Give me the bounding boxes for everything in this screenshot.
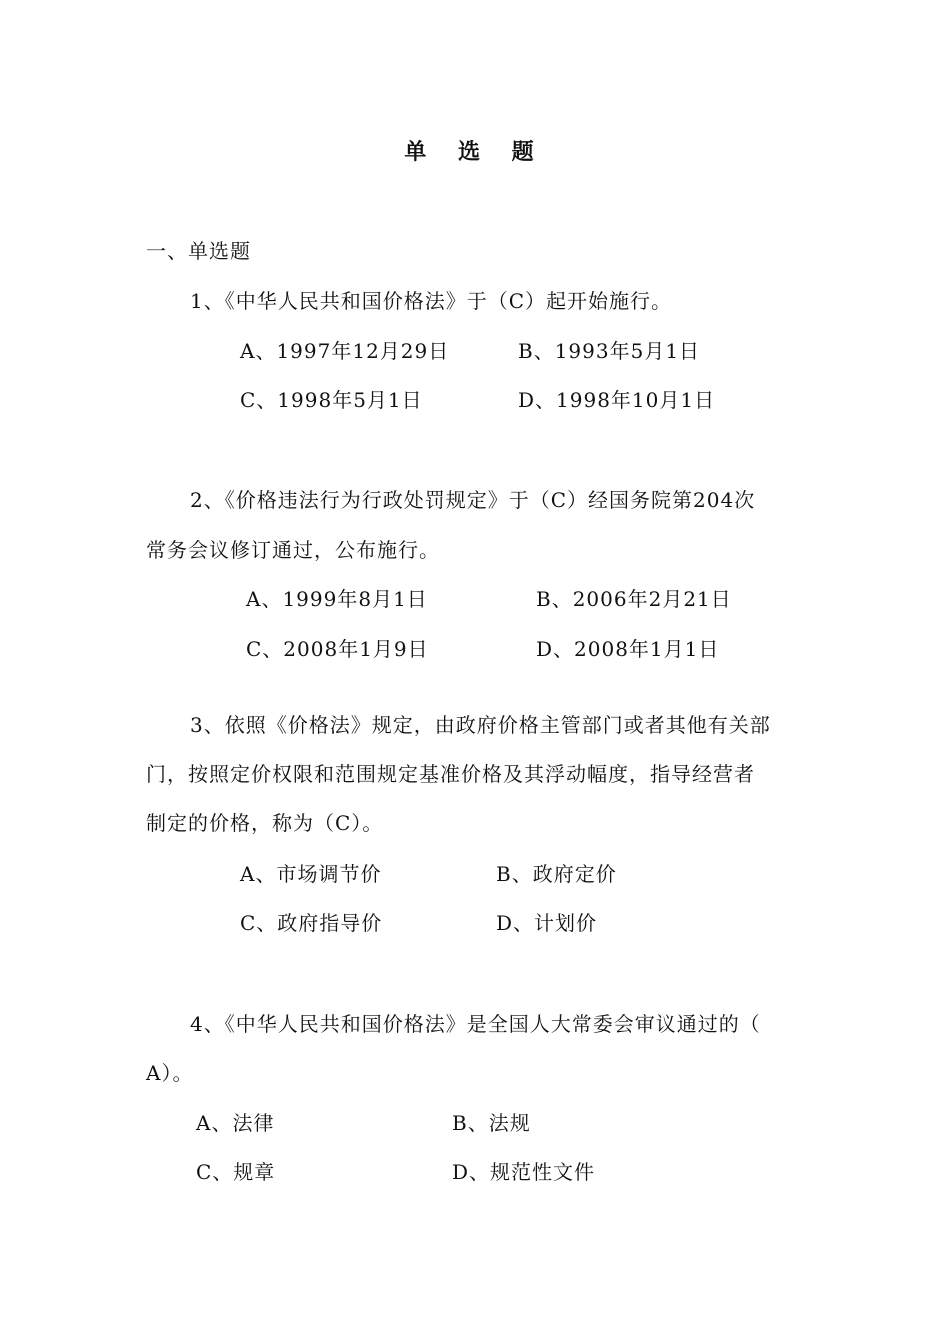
question-3-stem-line-2: 门，按照定价权限和范围规定基准价格及其浮动幅度，指导经营者 — [146, 762, 755, 786]
question-2-option-c: C、2008年1月9日 — [246, 637, 429, 661]
question-4-option-a: A、法律 — [196, 1111, 275, 1135]
question-4-option-d: D、规范性文件 — [452, 1160, 596, 1184]
question-2-stem-line-1: 2、《价格违法行为行政处罚规定》于（C）经国务院第204次 — [190, 488, 756, 512]
question-3-option-d: D、计划价 — [496, 911, 598, 935]
question-1-option-b: B、1993年5月1日 — [518, 339, 701, 363]
question-3-option-a: A、市场调节价 — [240, 862, 382, 886]
question-4-stem-line-1: 4、《中华人民共和国价格法》是全国人大常委会审议通过的（ — [190, 1012, 761, 1036]
question-4-stem-line-2: A）。 — [146, 1061, 194, 1085]
question-2-stem-line-2: 常务会议修订通过，公布施行。 — [146, 538, 440, 562]
question-1-stem: 1、《中华人民共和国价格法》于（C）起开始施行。 — [190, 289, 673, 313]
question-3-stem-line-3: 制定的价格，称为（C）。 — [146, 811, 384, 835]
question-1-option-d: D、1998年10月1日 — [518, 388, 716, 412]
question-4-option-b: B、法规 — [452, 1111, 531, 1135]
page-title: 单 选 题 — [404, 139, 546, 165]
section-heading: 一、单选题 — [146, 239, 251, 263]
question-2-option-d: D、2008年1月1日 — [536, 637, 720, 661]
question-1-option-a: A、1997年12月29日 — [240, 339, 450, 363]
question-1-option-c: C、1998年5月1日 — [240, 388, 423, 412]
question-2-option-a: A、1999年8月1日 — [246, 587, 428, 611]
question-3-option-c: C、政府指导价 — [240, 911, 383, 935]
question-4-option-c: C、规章 — [196, 1160, 276, 1184]
question-3-stem-line-1: 3、依照《价格法》规定，由政府价格主管部门或者其他有关部 — [190, 713, 771, 737]
question-3-option-b: B、政府定价 — [496, 862, 617, 886]
question-2-option-b: B、2006年2月21日 — [536, 587, 732, 611]
